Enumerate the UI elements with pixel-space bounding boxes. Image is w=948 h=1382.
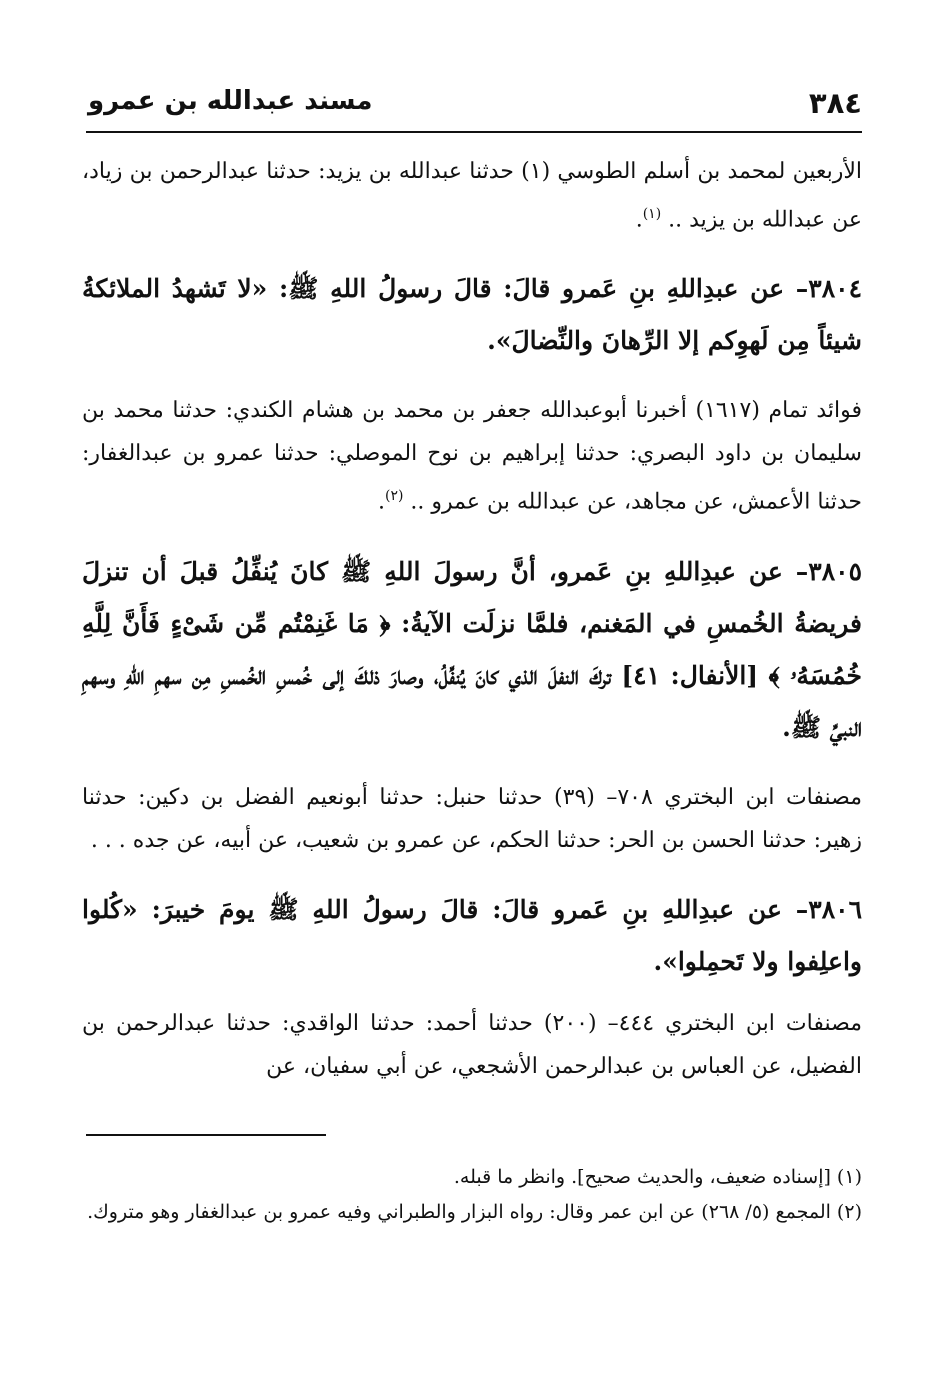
source-text: فوائد تمام (١٦١٧) أخبرنا أبوعبدالله جعفر بن محمد بن هشام الكندي: حدثنا محمد بن سليمان بن داود البصري: حدثنا إبراهيم بن نوح الموصلي: حدثنا عمرو بن عبدالغفار: حدثنا الأعمش، عن مجاهد، عن عبدالله بن عمرو .. — [82, 398, 862, 515]
footnote-ref: (٢) — [384, 488, 404, 505]
page-header — [88, 84, 862, 120]
running-title: مسند عبدالله بن عمرو — [88, 86, 373, 116]
hadith-paragraph: ٣٨٠٦– عن عبدِاللهِ بنِ عَمرو قالَ: قالَ رسولُ اللهِ ﷺ يومَ خيبرَ: «كُلوا واعلِفوا ولا تَحمِلوا». — [82, 894, 862, 976]
footnote-ref: (١) — [642, 206, 662, 222]
period-mark: . — [377, 489, 385, 515]
source-text: الأربعين لمحمد بن أسلم الطوسي (١) حدثنا عبدالله بن يزيد: حدثنا عبدالرحمن بن زياد، عن عبدالله بن يزيد .. — [82, 159, 862, 233]
period-mark: . — [635, 207, 643, 233]
hadith-paragraph: ٣٨٠٥– عن عبدِاللهِ بنِ عَمرو، أنَّ رسولَ اللهِ ﷺ كانَ يُنفِّلُ قبلَ أن تنزلَ فريضةُ الخُمسِ في المَغنم، فلمَّا نزلَت الآيةُ: ﴿ مَا غَنِمْتُم مِّن شَىْءٍ فَأَنَّ لِلَّهِ خُمُسَهُۥ ﴾ [الأنفال: ٤١] تركَ النفلَ الذي كانَ يُنفِّلُ، وصارَ ذلكَ إلى خُمسِ الخُمسِ مِن سهمِ اللهِ وسهمِ النبيِّ ﷺ. — [82, 556, 862, 742]
source-paragraph — [82, 389, 862, 523]
source-paragraph: مصنفات ابن البختري ٧٠٨– (٣٩) حدثنا حنبل: حدثنا أبونعيم الفضل بن دكين: حدثنا زهير: حدثنا الحسن بن الحر: حدثنا الحكم، عن عمرو بن شعيب، عن أبيه، عن جده . . . — [82, 784, 862, 853]
footnote-separator — [86, 1134, 326, 1136]
source-paragraph — [82, 150, 862, 241]
header-rule — [86, 131, 862, 133]
source-paragraph: مصنفات ابن البختري ٤٤٤– (٢٠٠) حدثنا أحمد: حدثنا الواقدي: حدثنا عبدالرحمن بن الفضيل، عن العباس بن عبدالرحمن الأشجعي، عن أبي سفيان، عن — [82, 1010, 862, 1079]
hadith-paragraph: ٣٨٠٤– عن عبدِاللهِ بنِ عَمرو قالَ: قالَ رسولُ اللهِ ﷺ: «لا تَشهدُ الملائكةُ شيئاً مِن لَهوِكم إلا الرِّهانَ والنِّضالَ». — [82, 274, 862, 356]
page-body — [82, 150, 862, 1088]
footnote: (٢) المجمع (٥/ ٢٦٨) عن ابن عمر وقال: رواه البزار والطبراني وفيه عمرو بن عبدالغفار وهو متروك. — [87, 1201, 862, 1223]
page-number: ٣٨٤ — [808, 86, 862, 120]
footnote: (١) [إسناده ضعيف، والحديث صحيح]. وانظر ما قبله. — [453, 1166, 862, 1188]
footnotes — [82, 1160, 862, 1230]
